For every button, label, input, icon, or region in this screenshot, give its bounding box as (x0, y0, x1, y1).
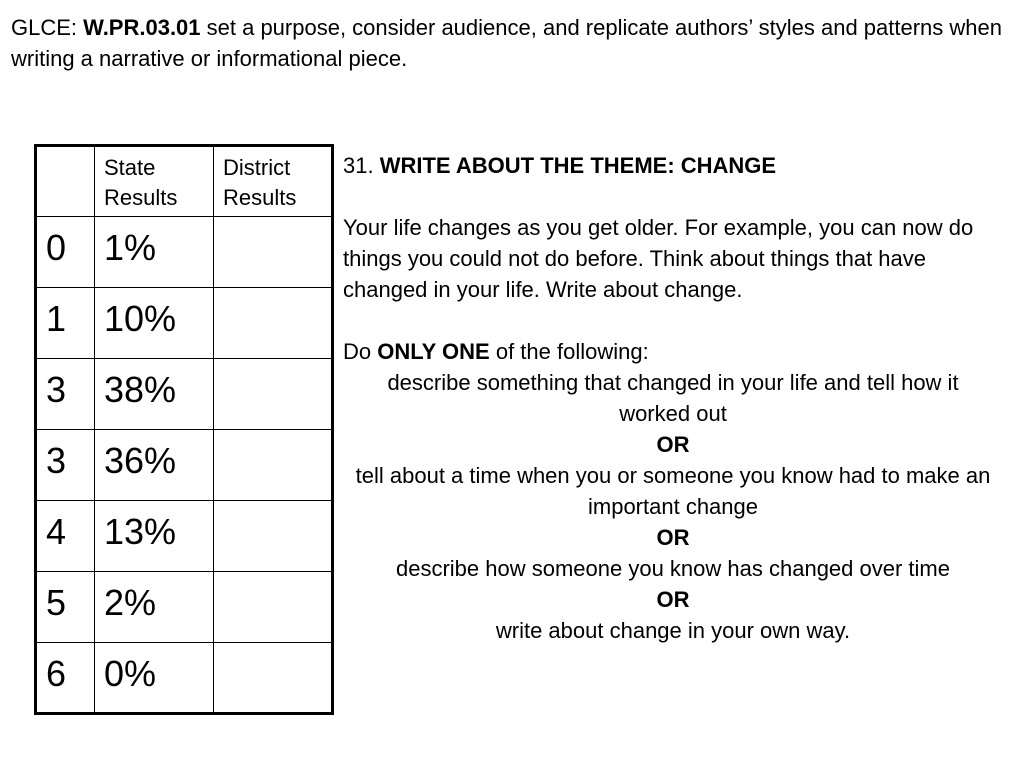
option-2: tell about a time when you or someone you know had to make an important change (355, 463, 991, 519)
prompt-intro: Your life changes as you get older. For example, you can now do things you could not do before. Think about things that have changed in your life. Write about change. (343, 215, 974, 302)
table-row (36, 430, 333, 501)
district-result-cell (214, 430, 333, 501)
or-separator: OR (656, 525, 690, 550)
or-separator: OR (656, 587, 690, 612)
prompt-options (343, 367, 997, 646)
score-cell: 5 (36, 572, 95, 643)
table-row (36, 359, 333, 430)
state-result-cell: 38% (95, 359, 214, 430)
district-result-cell (214, 217, 333, 288)
table-row (36, 217, 333, 288)
state-result-cell: 13% (95, 501, 214, 572)
instruction-prefix: Do (343, 339, 378, 364)
prompt-title: WRITE ABOUT THE THEME: CHANGE (379, 153, 777, 178)
state-result-cell: 0% (95, 643, 214, 714)
state-result-cell: 1% (95, 217, 214, 288)
table-row (36, 501, 333, 572)
district-result-cell (214, 501, 333, 572)
option-3: describe how someone you know has changed over time (396, 556, 950, 581)
prompt-number: 31. (343, 153, 380, 178)
score-cell: 6 (36, 643, 95, 714)
district-result-cell (214, 572, 333, 643)
state-result-cell: 2% (95, 572, 214, 643)
results-table (34, 144, 334, 715)
prompt-instruction (343, 336, 997, 367)
or-separator: OR (656, 432, 690, 457)
instruction-emphasis: ONLY ONE (377, 339, 490, 364)
standard-code: W.PR.03.01 (83, 15, 201, 40)
standard-header (11, 12, 1011, 74)
standard-description: set a purpose, consider audience, and replicate authors’ styles and patterns when writing a narrative or informational piece. (11, 15, 1002, 71)
table-header-row (36, 146, 333, 217)
option-4: write about change in your own way. (495, 618, 851, 643)
writing-prompt (343, 150, 997, 646)
instruction-suffix: of the following: (489, 339, 649, 364)
table-row (36, 643, 333, 714)
district-result-cell (214, 288, 333, 359)
district-result-cell (214, 643, 333, 714)
option-1: describe something that changed in your life and tell how it worked out (387, 370, 959, 426)
header-state-results: State Results (95, 146, 214, 217)
header-score (36, 146, 95, 217)
district-result-cell (214, 359, 333, 430)
score-cell: 4 (36, 501, 95, 572)
prompt-title-line (343, 150, 997, 181)
score-cell: 3 (36, 359, 95, 430)
table-row (36, 288, 333, 359)
score-cell: 3 (36, 430, 95, 501)
score-cell: 1 (36, 288, 95, 359)
table-row (36, 572, 333, 643)
state-result-cell: 36% (95, 430, 214, 501)
header-district-results: District Results (214, 146, 333, 217)
score-cell: 0 (36, 217, 95, 288)
state-result-cell: 10% (95, 288, 214, 359)
header-prefix: GLCE: (11, 15, 84, 40)
